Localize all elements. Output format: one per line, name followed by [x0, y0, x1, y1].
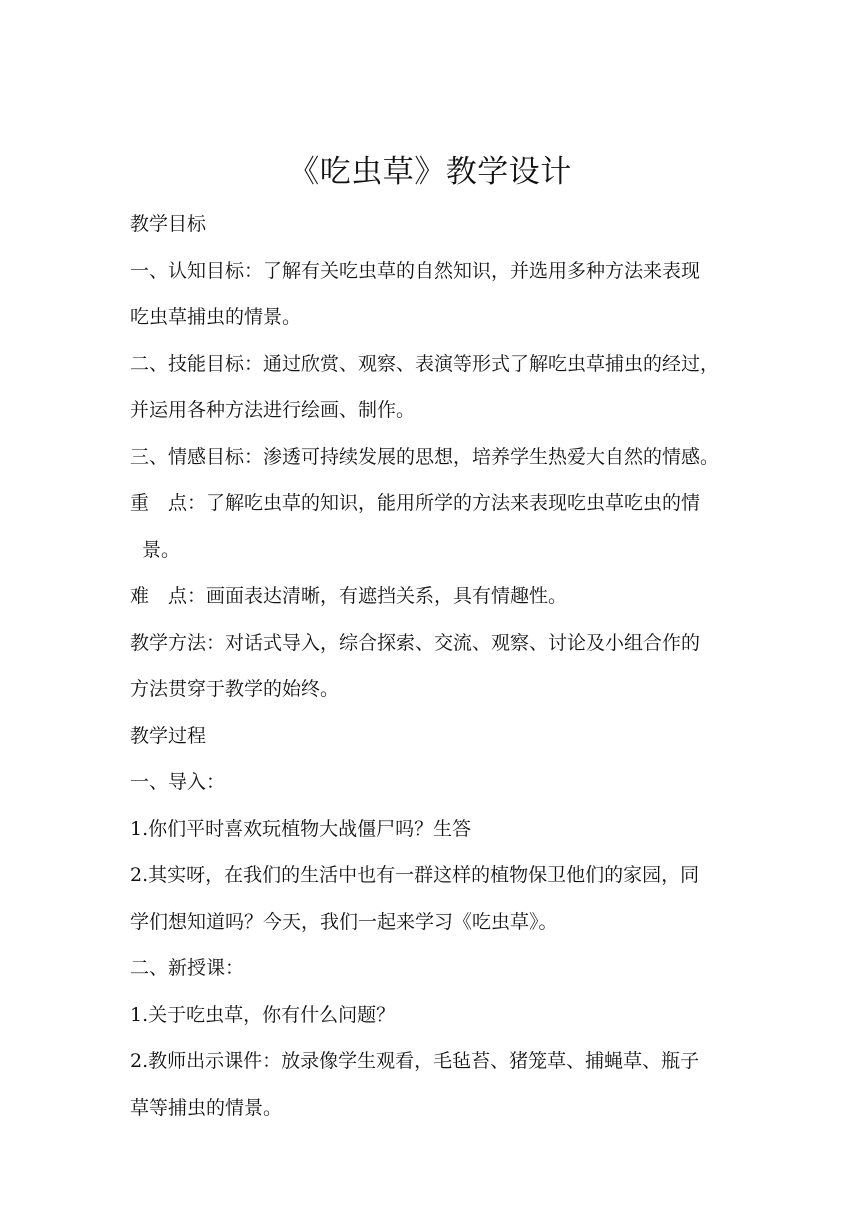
heading-new-lesson [130, 945, 732, 992]
heading-introduction [130, 759, 732, 806]
line: 二、新授课： [130, 957, 245, 979]
line: 学们想知道吗？今天，我们一起来学习《吃虫草》。 [130, 910, 558, 933]
line: 教学目标 [130, 213, 207, 235]
heading-teaching-process [130, 713, 732, 760]
line: 三、情感目标：渗透可持续发展的思想，培养学生热爱大自然的情感。 [130, 445, 720, 468]
paragraph-teaching-method [130, 620, 732, 713]
line: 景。 [142, 538, 181, 561]
line: 1.关于吃虫草，你有什么问题？ [130, 1003, 396, 1026]
line: 并运用各种方法进行绘画、制作。 [130, 399, 416, 421]
paragraph-difficult-point [130, 573, 732, 620]
line: 二、技能目标：通过欣赏、观察、表演等形式了解吃虫草捕虫的经过， [130, 352, 720, 375]
paragraph-cognitive-goal [130, 248, 732, 341]
paragraph-skill-goal [130, 341, 732, 434]
line: 一、认知目标：了解有关吃虫草的自然知识，并选用多种方法来表现 [130, 259, 701, 282]
line: 1.你们平时喜欢玩植物大战僵尸吗？生答 [130, 817, 472, 840]
line: 方法贯穿于教学的始终。 [130, 678, 340, 700]
line: 一、导入： [130, 771, 226, 793]
paragraph-key-point [130, 480, 732, 573]
document-title: 《吃虫草》教学设计 [288, 154, 572, 190]
line: 草等捕虫的情景。 [130, 1096, 283, 1119]
line: 难 点：画面表达清晰，有遮挡关系，具有情趣性。 [130, 585, 568, 607]
line: 2.其实呀，在我们的生活中也有一群这样的植物保卫他们的家园，同 [130, 864, 700, 886]
line: 重 点：了解吃虫草的知识，能用所学的方法来表现吃虫草吃虫的情 [130, 492, 701, 514]
document-body [130, 201, 732, 1131]
heading-teaching-goals [130, 201, 732, 248]
paragraph-emotion-goal [130, 434, 732, 481]
line: 吃虫草捕虫的情景。 [130, 306, 302, 328]
paragraph-intro-item-2 [130, 852, 732, 945]
paragraph-lesson-item-1 [130, 992, 732, 1039]
line: 教学方法：对话式导入，综合探索、交流、观察、讨论及小组合作的 [130, 631, 701, 654]
paragraph-intro-item-1 [130, 806, 732, 853]
paragraph-lesson-item-2 [130, 1038, 732, 1131]
line: 2.教师出示课件：放录像学生观看，毛毡苔、猪笼草、捕蝇草、瓶子 [130, 1050, 700, 1072]
line: 教学过程 [130, 724, 207, 747]
